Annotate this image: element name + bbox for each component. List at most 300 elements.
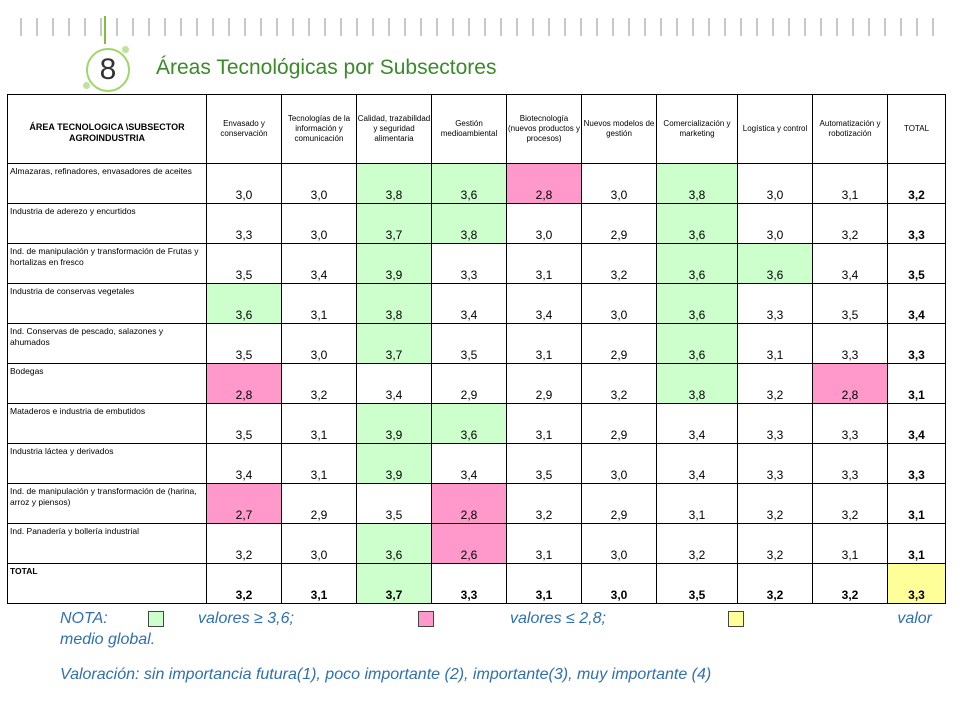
table-row [8, 444, 946, 484]
value-text: 3,6 [688, 348, 706, 362]
tick-mark [900, 18, 902, 36]
value-cell [888, 404, 946, 444]
value-cell [813, 164, 888, 204]
tick-mark [932, 18, 934, 36]
value-text: 3,1 [535, 268, 553, 282]
tick-mark [452, 18, 454, 36]
value-cell [357, 404, 432, 444]
value-cell [582, 524, 657, 564]
table-body [8, 164, 946, 604]
decorative-green-line [104, 16, 106, 44]
sector-name: TOTAL [8, 564, 207, 604]
tick-mark [500, 18, 502, 36]
value-text: 3,0 [310, 188, 328, 202]
value-cell [207, 284, 282, 324]
value-cell [738, 284, 813, 324]
tick-mark [788, 18, 790, 36]
value-text: 3,3 [766, 468, 784, 482]
value-text: 3,2 [610, 268, 628, 282]
value-text: 3,0 [766, 188, 784, 202]
value-cell [813, 564, 888, 604]
pink-legend-text: valores ≤ 2,8; [510, 610, 606, 627]
value-cell [657, 204, 738, 244]
value-text: 3,0 [610, 588, 628, 602]
value-text: 3,1 [310, 588, 328, 602]
tick-mark [516, 18, 518, 36]
technology-areas-table [7, 94, 946, 604]
value-cell [813, 404, 888, 444]
value-cell [657, 564, 738, 604]
tick-mark [100, 18, 102, 36]
value-text: 3,3 [460, 268, 478, 282]
tick-mark [852, 18, 854, 36]
value-cell [207, 484, 282, 524]
value-text: 3,0 [535, 228, 553, 242]
sector-name: Mataderos e industria de embutidos [8, 404, 207, 444]
value-text: 3,4 [688, 428, 706, 442]
value-cell [282, 244, 357, 284]
tick-mark [324, 18, 326, 36]
value-text: 3,2 [908, 188, 925, 202]
sector-name: Ind. de manipulación y transformación de (harina, arroz y piensos) [8, 484, 207, 524]
value-cell [207, 164, 282, 204]
nota-label: NOTA: [60, 610, 108, 627]
value-cell [432, 324, 507, 364]
tick-mark [660, 18, 662, 36]
value-cell [888, 444, 946, 484]
valoracion-text: Valoración: sin importancia futura(1), poco importante (2), importante(3), muy importante (4) [60, 666, 712, 683]
column-header: Calidad, trazabilidad y seguridad alimentaria [357, 95, 432, 164]
value-text: 3,4 [310, 268, 328, 282]
tick-mark [532, 18, 534, 36]
tick-mark [468, 18, 470, 36]
tick-mark [916, 18, 918, 36]
value-text: 3,1 [535, 428, 553, 442]
value-cell [207, 244, 282, 284]
value-cell [507, 284, 582, 324]
value-text: 3,3 [235, 228, 253, 242]
tick-mark [676, 18, 678, 36]
value-cell [507, 164, 582, 204]
value-text: 3,1 [310, 468, 328, 482]
value-cell [582, 484, 657, 524]
value-text: 3,4 [908, 428, 925, 442]
value-cell [432, 444, 507, 484]
value-cell [813, 444, 888, 484]
badge-dot-bottom-left [83, 82, 90, 89]
value-text: 3,0 [310, 228, 328, 242]
value-cell [357, 324, 432, 364]
value-text: 3,8 [688, 188, 706, 202]
value-cell [738, 564, 813, 604]
yellow-swatch [728, 611, 744, 627]
value-text: 2,9 [310, 508, 328, 522]
tick-mark [388, 18, 390, 36]
value-text: 3,8 [385, 308, 403, 322]
table-row [8, 164, 946, 204]
value-cell [207, 524, 282, 564]
value-cell [813, 484, 888, 524]
tick-mark [420, 18, 422, 36]
value-cell [582, 324, 657, 364]
value-text: 3,7 [385, 588, 403, 602]
tick-mark [756, 18, 758, 36]
column-header: Nuevos modelos de gestión [582, 95, 657, 164]
value-text: 3,2 [766, 388, 784, 402]
column-header: Gestión medioambiental [432, 95, 507, 164]
value-cell [582, 284, 657, 324]
value-text: 3,0 [610, 468, 628, 482]
value-cell [813, 204, 888, 244]
value-text: 3,0 [235, 188, 253, 202]
tick-mark [628, 18, 630, 36]
value-text: 3,1 [310, 308, 328, 322]
value-cell [207, 404, 282, 444]
value-text: 3,2 [235, 588, 253, 602]
value-text: 3,4 [841, 268, 859, 282]
tick-mark [564, 18, 566, 36]
value-cell [507, 404, 582, 444]
table-header-row [8, 95, 946, 164]
tick-mark [644, 18, 646, 36]
value-cell [507, 244, 582, 284]
value-cell [657, 284, 738, 324]
value-text: 3,3 [908, 468, 925, 482]
value-text: 3,6 [385, 548, 403, 562]
yellow-legend-text-1: valor [897, 610, 932, 627]
value-cell [888, 204, 946, 244]
column-header: TOTAL [888, 95, 946, 164]
value-cell [357, 484, 432, 524]
value-text: 3,2 [841, 228, 859, 242]
table-row [8, 244, 946, 284]
value-text: 3,6 [766, 268, 784, 282]
value-text: 3,4 [385, 388, 403, 402]
table-row [8, 204, 946, 244]
value-text: 3,1 [908, 388, 925, 402]
value-text: 2,9 [610, 348, 628, 362]
value-cell [888, 284, 946, 324]
value-text: 3,2 [610, 388, 628, 402]
value-text: 3,1 [535, 588, 553, 602]
tick-mark [804, 18, 806, 36]
value-text: 3,5 [688, 588, 706, 602]
value-text: 3,7 [385, 228, 403, 242]
yellow-legend-text-2: medio global. [60, 631, 156, 648]
value-cell [738, 444, 813, 484]
value-text: 2,8 [235, 388, 253, 402]
value-cell [282, 164, 357, 204]
tick-mark [404, 18, 406, 36]
table-row [8, 484, 946, 524]
value-cell [282, 204, 357, 244]
value-text: 3,1 [766, 348, 784, 362]
value-text: 3,8 [688, 388, 706, 402]
value-text: 3,2 [688, 548, 706, 562]
sector-name: Industria de aderezo y encurtidos [8, 204, 207, 244]
value-cell [657, 364, 738, 404]
value-cell [813, 364, 888, 404]
tick-mark [340, 18, 342, 36]
sector-name: Ind. de manipulación y transformación de Frutas y hortalizas en fresco [8, 244, 207, 284]
corner-header: ÁREA TECNOLOGICA \SUBSECTOR AGROINDUSTRIA [8, 95, 207, 164]
tick-mark [820, 18, 822, 36]
tick-mark [52, 18, 54, 36]
value-cell [507, 204, 582, 244]
value-cell [357, 164, 432, 204]
tick-mark [148, 18, 150, 36]
sector-name: Ind. Conservas de pescado, salazones y ahumados [8, 324, 207, 364]
value-cell [738, 524, 813, 564]
tick-mark [548, 18, 550, 36]
value-cell [207, 324, 282, 364]
value-text: 2,8 [460, 508, 478, 522]
value-cell [432, 404, 507, 444]
column-header: Comercialización y marketing [657, 95, 738, 164]
tick-mark [212, 18, 214, 36]
value-cell [507, 484, 582, 524]
value-text: 3,6 [460, 428, 478, 442]
tick-mark [436, 18, 438, 36]
value-cell [657, 244, 738, 284]
value-cell [507, 444, 582, 484]
value-cell [657, 324, 738, 364]
value-text: 3,5 [841, 308, 859, 322]
value-text: 3,2 [841, 508, 859, 522]
tick-mark [196, 18, 198, 36]
value-text: 3,3 [908, 228, 925, 242]
value-cell [888, 244, 946, 284]
value-cell [582, 244, 657, 284]
value-cell [282, 324, 357, 364]
value-cell [657, 164, 738, 204]
value-text: 3,8 [385, 188, 403, 202]
value-cell [282, 524, 357, 564]
value-text: 3,9 [385, 468, 403, 482]
value-cell [582, 404, 657, 444]
value-text: 3,6 [688, 228, 706, 242]
value-cell [357, 284, 432, 324]
value-cell [207, 204, 282, 244]
value-cell [282, 444, 357, 484]
value-cell [357, 204, 432, 244]
value-cell [432, 484, 507, 524]
sector-name: Industria de conservas vegetales [8, 284, 207, 324]
value-text: 2,6 [460, 548, 478, 562]
sector-name: Ind. Panadería y bollería industrial [8, 524, 207, 564]
tick-mark [580, 18, 582, 36]
value-cell [282, 484, 357, 524]
value-text: 2,7 [235, 508, 253, 522]
value-text: 3,9 [385, 268, 403, 282]
tick-mark [708, 18, 710, 36]
tick-mark [116, 18, 118, 36]
tick-mark [180, 18, 182, 36]
value-cell [888, 484, 946, 524]
value-text: 2,9 [610, 428, 628, 442]
value-text: 3,4 [235, 468, 253, 482]
value-text: 3,3 [766, 308, 784, 322]
value-cell [738, 404, 813, 444]
value-text: 3,4 [908, 308, 925, 322]
sector-name: Industria láctea y derivados [8, 444, 207, 484]
tick-mark [724, 18, 726, 36]
value-text: 3,9 [385, 428, 403, 442]
value-cell [432, 284, 507, 324]
value-cell [813, 244, 888, 284]
value-cell [657, 444, 738, 484]
value-text: 3,5 [385, 508, 403, 522]
value-cell [507, 564, 582, 604]
value-text: 3,5 [235, 428, 253, 442]
value-cell [738, 164, 813, 204]
value-text: 2,8 [841, 388, 859, 402]
value-cell [432, 364, 507, 404]
value-text: 3,5 [908, 268, 925, 282]
value-text: 3,1 [841, 548, 859, 562]
value-cell [282, 284, 357, 324]
value-cell [582, 204, 657, 244]
table-row [8, 284, 946, 324]
value-text: 3,3 [841, 428, 859, 442]
value-cell [813, 324, 888, 364]
tick-mark [372, 18, 374, 36]
tick-mark [308, 18, 310, 36]
table-row [8, 524, 946, 564]
column-header: Biotecnología (nuevos productos y procesos) [507, 95, 582, 164]
value-text: 3,5 [235, 268, 253, 282]
value-text: 3,3 [841, 348, 859, 362]
tick-mark [596, 18, 598, 36]
value-text: 3,1 [908, 548, 925, 562]
value-cell [207, 564, 282, 604]
value-text: 3,2 [766, 508, 784, 522]
data-table-container [7, 94, 945, 604]
tick-mark [612, 18, 614, 36]
value-cell [282, 564, 357, 604]
value-text: 3,7 [385, 348, 403, 362]
value-cell [888, 364, 946, 404]
value-cell [738, 324, 813, 364]
value-cell [432, 564, 507, 604]
badge-dot-top-right [122, 46, 129, 53]
value-text: 3,5 [235, 348, 253, 362]
value-cell [582, 364, 657, 404]
column-header: Logística y control [738, 95, 813, 164]
sector-name: Bodegas [8, 364, 207, 404]
tick-mark [68, 18, 70, 36]
value-cell [432, 164, 507, 204]
value-cell [357, 524, 432, 564]
value-text: 2,9 [610, 508, 628, 522]
tick-mark [356, 18, 358, 36]
value-cell [813, 524, 888, 564]
value-cell [432, 204, 507, 244]
value-text: 3,4 [535, 308, 553, 322]
table-row [8, 364, 946, 404]
value-cell [582, 164, 657, 204]
tick-mark [228, 18, 230, 36]
pink-swatch [418, 611, 434, 627]
value-text: 3,5 [535, 468, 553, 482]
tick-mark [772, 18, 774, 36]
value-cell [582, 564, 657, 604]
value-text: 3,3 [908, 588, 925, 602]
value-text: 3,1 [535, 548, 553, 562]
value-text: 2,8 [535, 188, 553, 202]
column-header: Automatización y robotización [813, 95, 888, 164]
value-cell [813, 284, 888, 324]
tick-mark [164, 18, 166, 36]
value-cell [507, 524, 582, 564]
value-text: 3,2 [766, 588, 784, 602]
value-text: 3,3 [766, 428, 784, 442]
tick-mark [740, 18, 742, 36]
tick-mark [868, 18, 870, 36]
value-cell [507, 364, 582, 404]
value-text: 2,9 [460, 388, 478, 402]
tick-mark [484, 18, 486, 36]
value-cell [657, 404, 738, 444]
value-text: 3,0 [610, 188, 628, 202]
slide-number-badge [86, 48, 130, 92]
value-cell [888, 524, 946, 564]
slide-number: 8 [99, 53, 117, 86]
value-cell [507, 324, 582, 364]
tick-mark [132, 18, 134, 36]
value-text: 3,3 [460, 588, 478, 602]
value-text: 3,8 [460, 228, 478, 242]
value-cell [282, 364, 357, 404]
value-text: 3,6 [460, 188, 478, 202]
column-header: Tecnologías de la información y comunicación [282, 95, 357, 164]
legend-note [60, 608, 932, 650]
tick-mark [292, 18, 294, 36]
value-text: 3,1 [908, 508, 925, 522]
value-text: 3,0 [610, 308, 628, 322]
tick-mark [260, 18, 262, 36]
value-cell [738, 364, 813, 404]
total-row [8, 564, 946, 604]
value-text: 3,5 [460, 348, 478, 362]
tick-mark [244, 18, 246, 36]
top-tick-marks [20, 18, 942, 38]
value-text: 3,1 [535, 348, 553, 362]
value-cell [582, 444, 657, 484]
value-text: 3,3 [841, 468, 859, 482]
value-cell [888, 564, 946, 604]
value-text: 3,0 [610, 548, 628, 562]
value-cell [207, 364, 282, 404]
value-text: 3,3 [908, 348, 925, 362]
value-cell [657, 524, 738, 564]
column-header: Envasado y conservación [207, 95, 282, 164]
tick-mark [36, 18, 38, 36]
table-row [8, 324, 946, 364]
value-text: 3,6 [688, 268, 706, 282]
value-text: 3,6 [688, 308, 706, 322]
value-text: 3,4 [460, 308, 478, 322]
value-cell [357, 364, 432, 404]
tick-mark [84, 18, 86, 36]
value-cell [888, 324, 946, 364]
value-cell [357, 564, 432, 604]
value-text: 3,2 [310, 388, 328, 402]
green-swatch [148, 611, 164, 627]
value-text: 2,9 [610, 228, 628, 242]
value-cell [657, 484, 738, 524]
value-cell [282, 404, 357, 444]
